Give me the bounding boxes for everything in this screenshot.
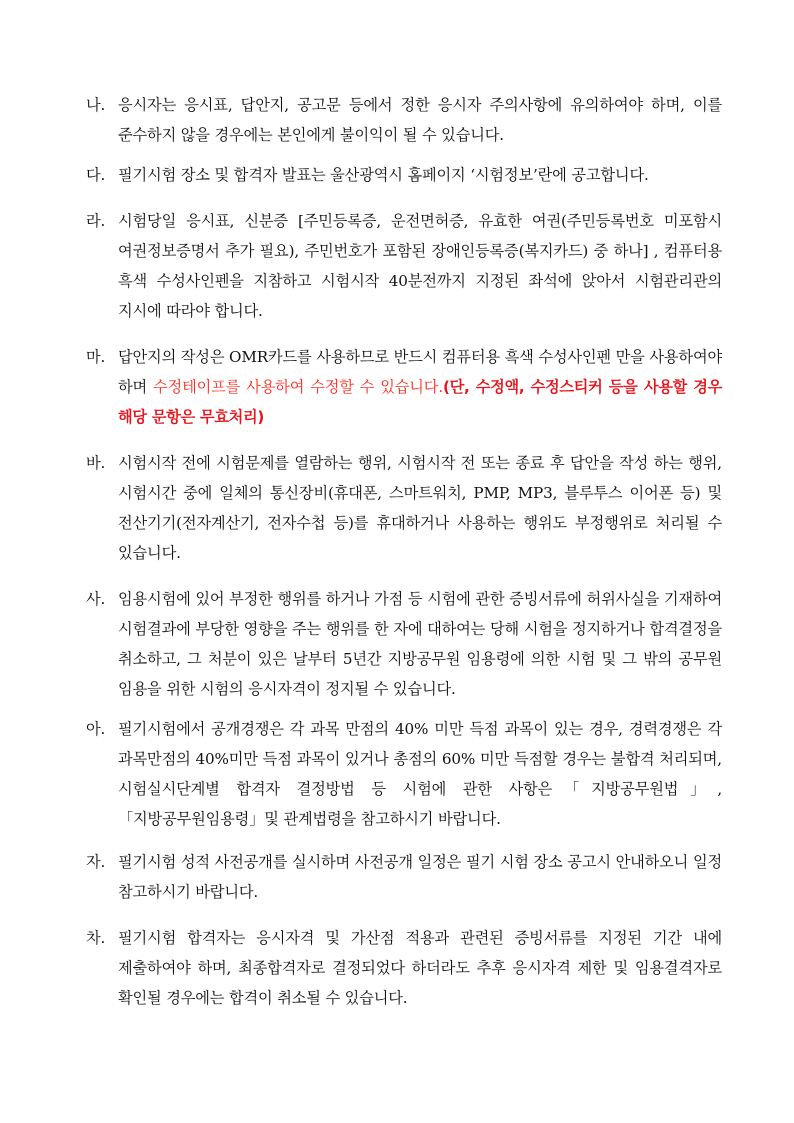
item-marker: 라. <box>86 212 106 230</box>
item-text: 시험당일 응시표, 신분증 [주민등록증, 운전면허증, 유효한 여권(주민등록번호 미포함시 여권정보증명서 추가 필요), 주민번호가 포함된 장애인등록증(복지카드) 중 하나] , 컴퓨터용 흑색 수성사인펜을 지참하고 시험시작 40분전까지 지정된 좌석에 앉아서 시험관리관의 지시에 따라야 합니다. <box>118 212 722 320</box>
notice-item-ja <box>86 847 722 907</box>
notice-list <box>86 90 722 1013</box>
notice-item-cha <box>86 923 722 1013</box>
item-marker: 아. <box>86 720 106 738</box>
item-marker: 다. <box>86 166 106 184</box>
item-text-red-bold: (단, 수정액, 수정스티커 등을 사용할 경우 해당 문항은 무효처리) <box>118 378 722 426</box>
item-text: 시험시작 전에 시험문제를 열람하는 행위, 시험시작 전 또는 종료 후 답안을 작성 하는 행위, 시험시간 중에 일체의 통신장비(휴대폰, 스마트워치, PMP, MP3, 블루투스 이어폰 등) 및 전산기기(전자계산기, 전자수첩 등)를 휴대하거나 사용하는 행위도 부정행위로 처리될 수 있습니다. <box>118 454 722 562</box>
notice-item-a <box>86 714 722 834</box>
notice-item-ra <box>86 206 722 326</box>
item-text-red: 수정테이프를 사용하여 수정할 수 있습니다. <box>153 378 444 396</box>
notice-item-ba <box>86 448 722 568</box>
notice-item-na <box>86 90 722 150</box>
item-text: 답안지의 작성은 OMR카드를 사용하므로 반드시 컴퓨터용 흑색 수성사인펜 만을 사용하여야 하며 <box>118 348 722 396</box>
item-marker: 차. <box>86 929 106 947</box>
item-text: 임용시험에 있어 부정한 행위를 하거나 가점 등 시험에 관한 증빙서류에 허위사실을 기재하여 시험결과에 부당한 영향을 주는 행위를 한 자에 대하여는 당해 시험을 정지하거나 합격결정을 취소하고, 그 처분이 있은 날부터 5년간 지방공무원 임용령에 의한 시험 및 그 밖의 공무원 임용을 위한 시험의 응시자격이 정지될 수 있습니다. <box>118 590 722 698</box>
item-text: 응시자는 응시표, 답안지, 공고문 등에서 정한 응시자 주의사항에 유의하여야 하며, 이를 준수하지 않을 경우에는 본인에게 불이익이 될 수 있습니다. <box>118 96 722 144</box>
item-text: 필기시험 장소 및 합격자 발표는 울산광역시 홈페이지 ‘시험정보’란에 공고합니다. <box>118 166 649 184</box>
item-text: 필기시험 성적 사전공개를 실시하며 사전공개 일정은 필기 시험 장소 공고시 안내하오니 일정 참고하시기 바랍니다. <box>118 853 722 901</box>
item-marker: 나. <box>86 96 106 114</box>
item-marker: 마. <box>86 348 106 366</box>
item-text: 필기시험에서 공개경쟁은 각 과목 만점의 40% 미만 득점 과목이 있는 경우, 경력경쟁은 각 과목만점의 40%미만 득점 과목이 있거나 총점의 60% 미만 득점할 경우는 불합격 처리되며, 시험실시단계별 합격자 결정방법 등 시험에 관한 사항은「지방공무원법」,「지방공무원임용령」및 관계법령을 참고하시기 바랍니다. <box>118 720 722 828</box>
notice-item-sa <box>86 584 722 704</box>
item-text: 필기시험 합격자는 응시자격 및 가산점 적용과 관련된 증빙서류를 지정된 기간 내에 제출하여야 하며, 최종합격자로 결정되었다 하더라도 추후 응시자격 제한 및 임용결격자로 확인될 경우에는 합격이 취소될 수 있습니다. <box>118 929 722 1007</box>
notice-item-da <box>86 160 722 190</box>
item-marker: 자. <box>86 853 106 871</box>
notice-item-ma <box>86 342 722 432</box>
item-marker: 바. <box>86 454 106 472</box>
item-marker: 사. <box>86 590 106 608</box>
